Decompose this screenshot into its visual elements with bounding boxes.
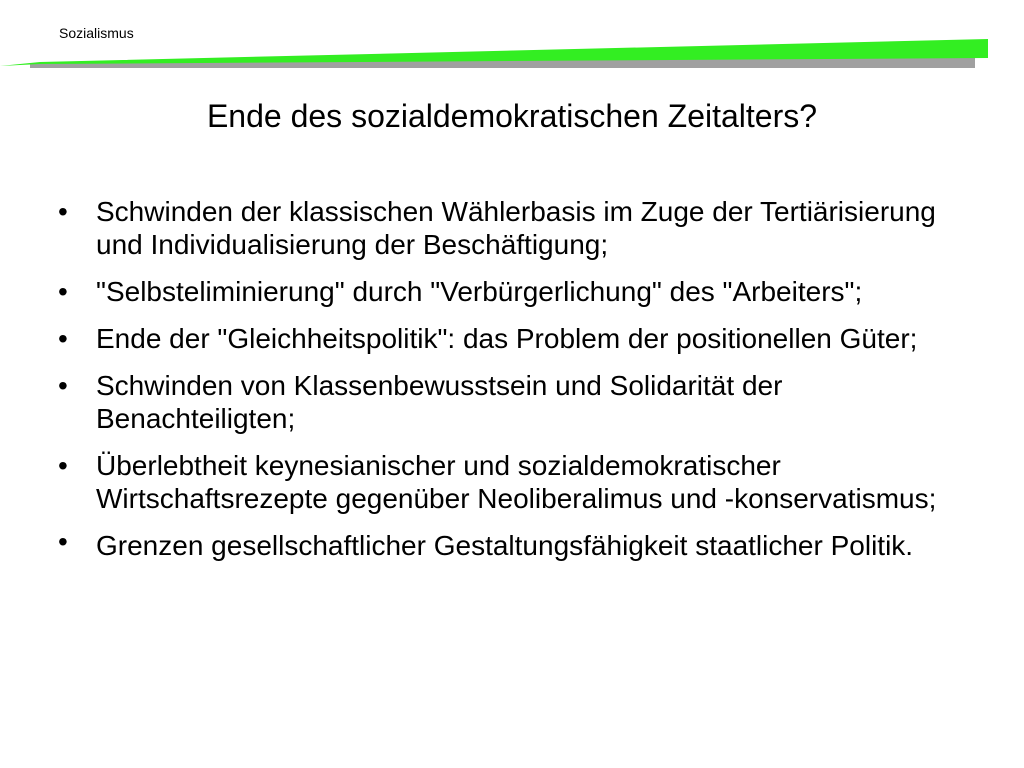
bullet-item xyxy=(58,195,978,261)
bullet-text: Grenzen gesellschaftlicher Gestaltungsfähigkeit staatlicher Politik. xyxy=(96,530,914,561)
bullet-text: "Selbsteliminierung" durch "Verbürgerlichung" des "Arbeiters"; xyxy=(96,276,863,307)
bullet-text: Ende der "Gleichheitspolitik": das Problem der positionellen Güter; xyxy=(96,323,918,354)
header-swoosh xyxy=(0,36,1024,72)
bullet-text: Überlebtheit keynesianischer und sozialdemokratischer Wirtschaftsrezepte gegenüber Neoliberalimus und -konservatismus; xyxy=(96,450,937,514)
bullet-dot: • xyxy=(58,196,68,227)
slide-title: Ende des sozialdemokratischen Zeitalters? xyxy=(206,98,818,134)
bullet-item xyxy=(58,449,978,515)
bullet-item xyxy=(58,322,978,355)
bullet-dot: • xyxy=(58,370,68,401)
bullet-item xyxy=(58,369,978,435)
bullet-dot: • xyxy=(58,276,68,307)
bullet-item xyxy=(58,275,978,308)
bullet-dot: • xyxy=(58,323,68,354)
bullet-text: Schwinden von Klassenbewusstsein und Solidarität der Benachteiligten; xyxy=(96,370,783,434)
bullet-list xyxy=(58,195,978,580)
bullet-dot: • xyxy=(58,526,68,557)
header-label: Sozialismus xyxy=(59,25,134,41)
bullet-text: Schwinden der klassischen Wählerbasis im Zuge der Tertiärisierung und Individualisierung der Beschäftigung; xyxy=(96,196,936,260)
bullet-item xyxy=(58,525,978,566)
bullet-dot: • xyxy=(58,450,68,481)
